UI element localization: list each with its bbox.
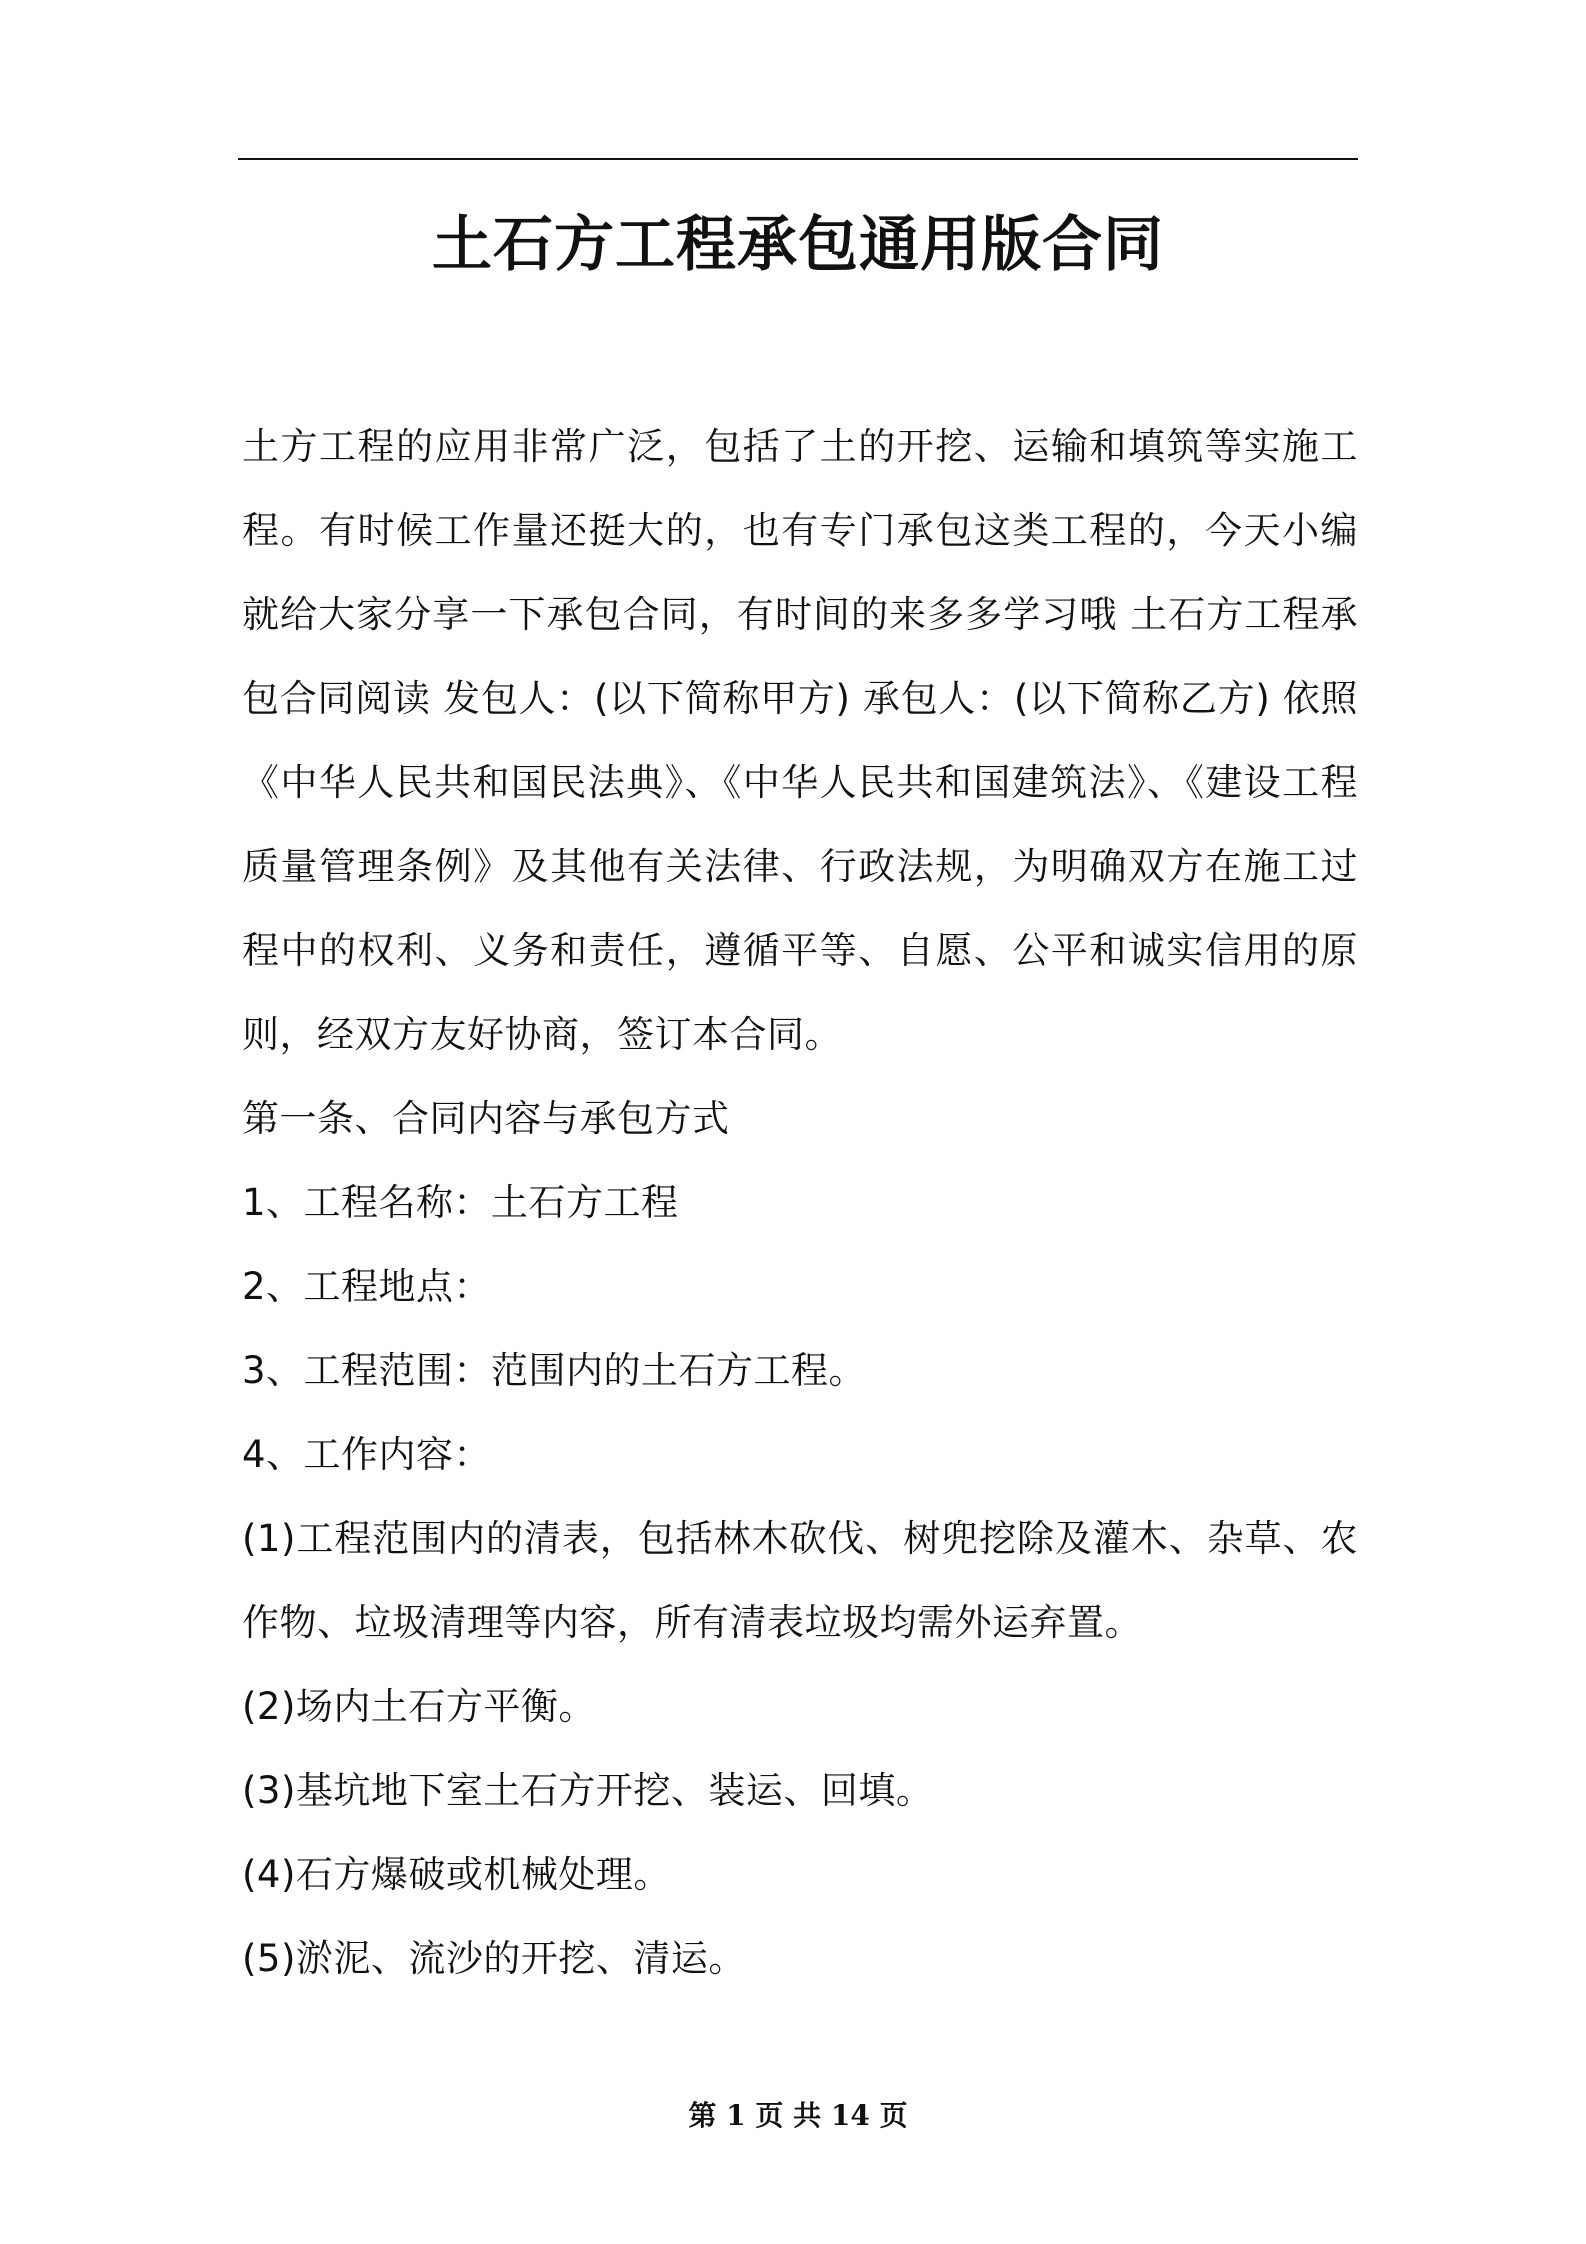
- document-title: 土石方工程承包通用版合同: [432, 210, 1164, 280]
- page-number: 第 1 页 共 14 页: [688, 2099, 908, 2132]
- list-item: 4、工作内容：: [242, 1433, 492, 1476]
- list-item: 1、工程名称：土石方工程: [242, 1181, 679, 1224]
- document-body: [242, 405, 1358, 2001]
- sub-list-item: (1)工程范围内的清表，包括林木砍伐、树兜挖除及灌木、杂草、农作物、垃圾清理等内容，所有清表垃圾均需外运弃置。: [242, 1517, 1358, 1644]
- sub-list-item: (5)淤泥、流沙的开挖、清运。: [242, 1937, 746, 1980]
- list-item: 3、工程范围：范围内的土石方工程。: [242, 1349, 867, 1392]
- sub-list-item: (2)场内土石方平衡。: [242, 1685, 596, 1728]
- intro-paragraph: 土方工程的应用非常广泛，包括了土的开挖、运输和填筑等实施工程。有时候工作量还挺大的，也有专门承包这类工程的，今天小编就给大家分享一下承包合同，有时间的来多多学习哦 土石方工程承包合同阅读 发包人：(以下简称甲方) 承包人：(以下简称乙方) 依照《中华人民共和国民法典》、《中华人民共和国建筑法》、《建设工程质量管理条例》及其他有关法律、行政法规，为明确双方在施工过程中的权利、义务和责任，遵循平等、自愿、公平和诚实信用的原则，经双方友好协商，签订本合同。: [242, 425, 1358, 1056]
- section-heading: 第一条、合同内容与承包方式: [242, 1097, 730, 1140]
- sub-list-item: (4)石方爆破或机械处理。: [242, 1853, 671, 1896]
- sub-list-item: (3)基坑地下室土石方开挖、装运、回填。: [242, 1769, 934, 1812]
- header-rule: [238, 158, 1358, 160]
- list-item: 2、工程地点：: [242, 1265, 492, 1308]
